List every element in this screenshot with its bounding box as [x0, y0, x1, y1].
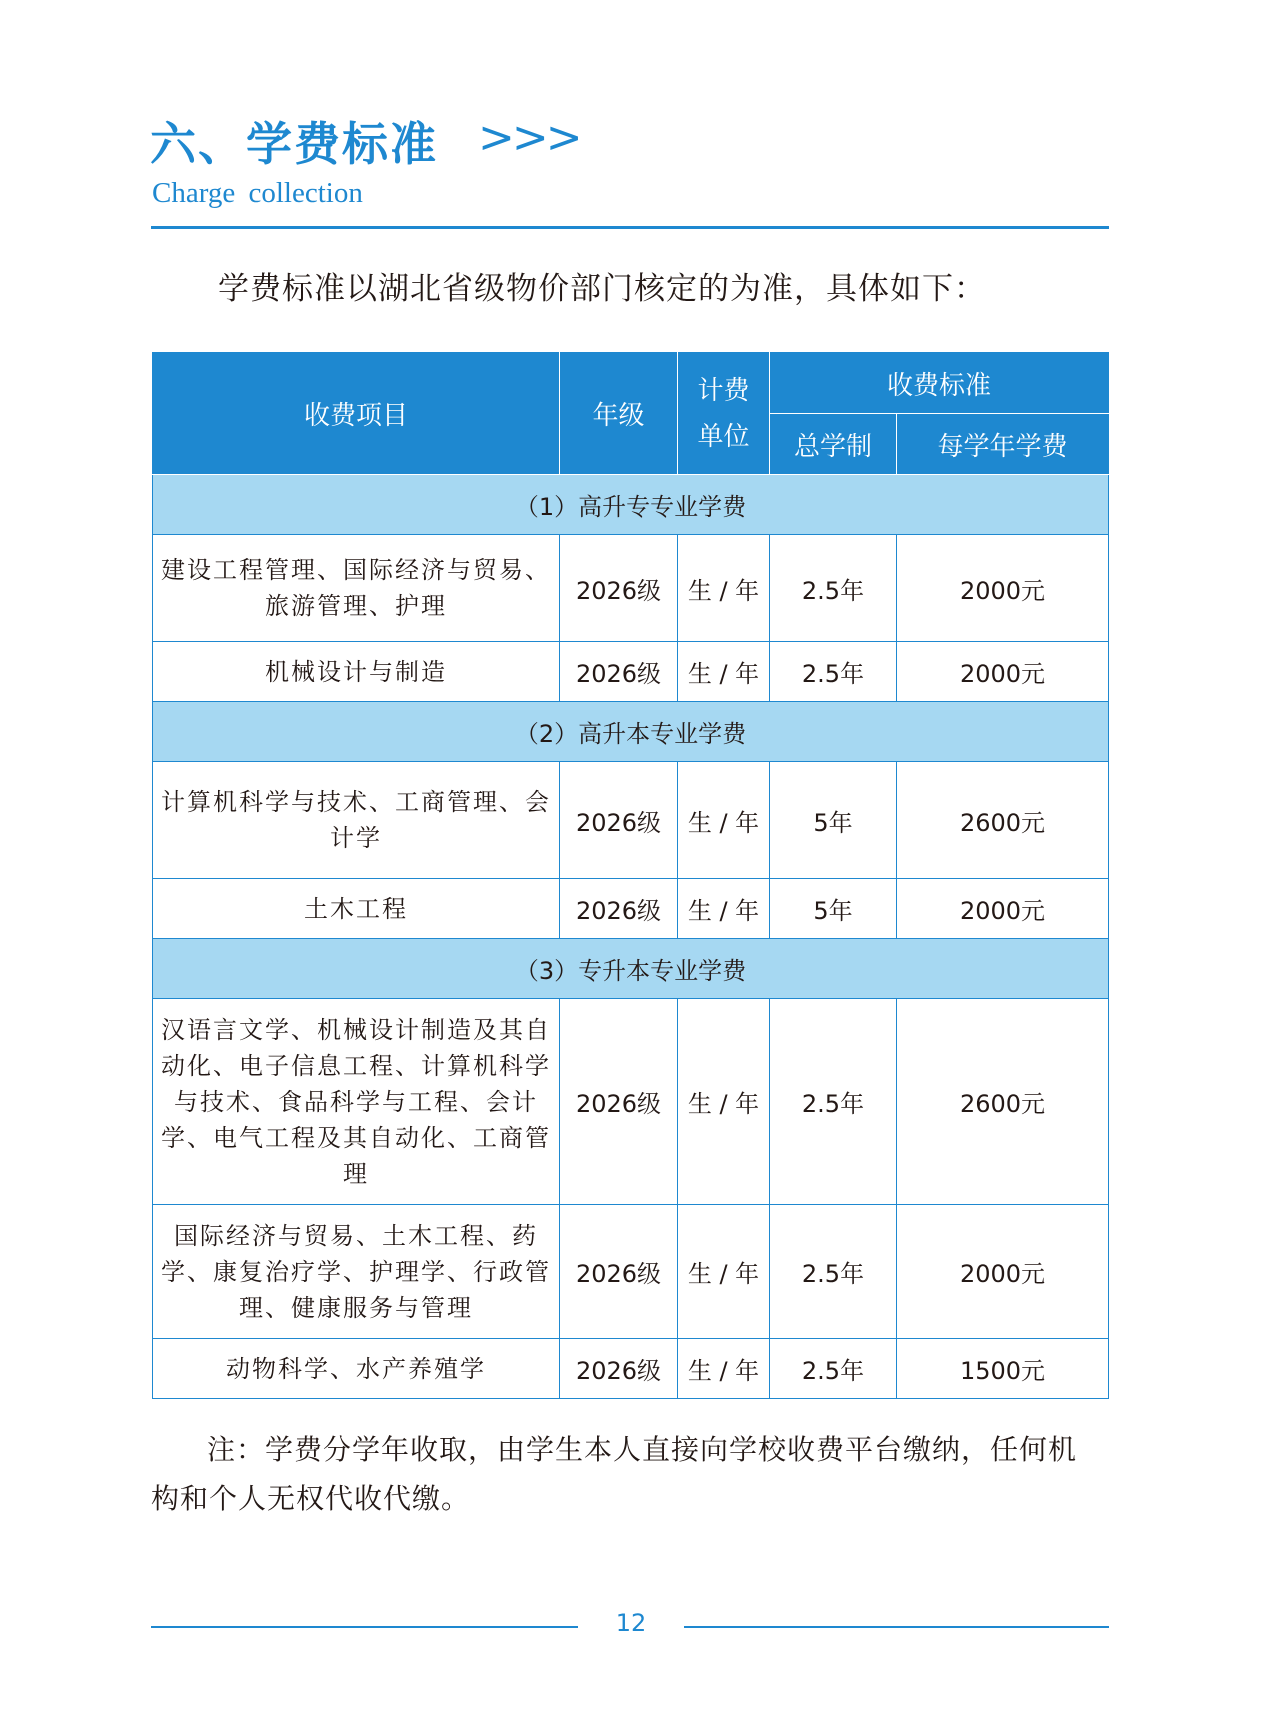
- intro-text: 学费标准以湖北省级物价部门核定的为准，具体如下：: [218, 271, 986, 307]
- row-fee: 2000元: [897, 535, 1109, 642]
- header-unit-line1: 计费: [697, 375, 750, 406]
- row-item: 土木工程: [153, 879, 560, 939]
- row-unit: 生 / 年: [678, 999, 770, 1205]
- section-row: [153, 475, 1109, 535]
- section-title-3: （3）专升本专业学费: [153, 939, 1109, 999]
- header-unit-line2: 单位: [697, 421, 750, 452]
- header-unit: [678, 353, 770, 475]
- title-divider: [151, 226, 1109, 229]
- row-item: 机械设计与制造: [153, 642, 560, 702]
- row-grade: 2026级: [560, 762, 678, 879]
- row-grade: 2026级: [560, 1339, 678, 1399]
- table-row: [153, 642, 1109, 702]
- footnote-line2: 构和个人无权代收代缴。: [151, 1482, 471, 1515]
- footnote: [151, 1425, 1109, 1523]
- header-annual-fee: 每学年学费: [897, 414, 1109, 475]
- row-duration: 2.5年: [770, 642, 897, 702]
- row-grade: 2026级: [560, 535, 678, 642]
- table-row: [153, 762, 1109, 879]
- row-item: 计算机科学与技术、工商管理、会计学: [153, 762, 560, 879]
- header-standard: 收费标准: [770, 353, 1109, 414]
- section-row: [153, 939, 1109, 999]
- row-duration: 2.5年: [770, 535, 897, 642]
- section-title: 六、学费标准: [150, 117, 438, 171]
- row-grade: 2026级: [560, 642, 678, 702]
- row-fee: 1500元: [897, 1339, 1109, 1399]
- row-unit: 生 / 年: [678, 1205, 770, 1339]
- table-row: [153, 999, 1109, 1205]
- header-duration: 总学制: [770, 414, 897, 475]
- row-fee: 2600元: [897, 999, 1109, 1205]
- page-number: 12: [615, 1609, 647, 1637]
- row-duration: 5年: [770, 762, 897, 879]
- table-row: [153, 1339, 1109, 1399]
- row-duration: 5年: [770, 879, 897, 939]
- footnote-line1: 注：学费分学年收取，由学生本人直接向学校收费平台缴纳，任何机: [207, 1433, 1078, 1466]
- row-fee: 2600元: [897, 762, 1109, 879]
- row-duration: 2.5年: [770, 1205, 897, 1339]
- header-item: 收费项目: [153, 353, 560, 475]
- row-unit: 生 / 年: [678, 535, 770, 642]
- row-grade: 2026级: [560, 879, 678, 939]
- row-item: 动物科学、水产养殖学: [153, 1339, 560, 1399]
- row-unit: 生 / 年: [678, 642, 770, 702]
- chevron-decoration: >>>: [478, 112, 580, 163]
- row-grade: 2026级: [560, 1205, 678, 1339]
- row-grade: 2026级: [560, 999, 678, 1205]
- section-subtitle: Charge collection: [152, 177, 363, 209]
- row-unit: 生 / 年: [678, 762, 770, 879]
- table-row: [153, 879, 1109, 939]
- table-row: [153, 1205, 1109, 1339]
- row-unit: 生 / 年: [678, 879, 770, 939]
- header-grade: 年级: [560, 353, 678, 475]
- section-title-2: （2）高升本专业学费: [153, 702, 1109, 762]
- row-item: 建设工程管理、国际经济与贸易、旅游管理、护理: [153, 535, 560, 642]
- row-unit: 生 / 年: [678, 1339, 770, 1399]
- footer-rule-left: [151, 1626, 578, 1628]
- row-fee: 2000元: [897, 879, 1109, 939]
- footer-rule-right: [684, 1626, 1109, 1628]
- row-duration: 2.5年: [770, 1339, 897, 1399]
- table-row: [153, 535, 1109, 642]
- fee-table: [152, 352, 1109, 1399]
- row-duration: 2.5年: [770, 999, 897, 1205]
- section-row: [153, 702, 1109, 762]
- row-fee: 2000元: [897, 642, 1109, 702]
- row-item: 国际经济与贸易、土木工程、药学、康复治疗学、护理学、行政管理、健康服务与管理: [153, 1205, 560, 1339]
- row-fee: 2000元: [897, 1205, 1109, 1339]
- section-title-1: （1）高升专专业学费: [153, 475, 1109, 535]
- row-item: 汉语言文学、机械设计制造及其自动化、电子信息工程、计算机科学与技术、食品科学与工程、会计学、电气工程及其自动化、工商管理: [153, 999, 560, 1205]
